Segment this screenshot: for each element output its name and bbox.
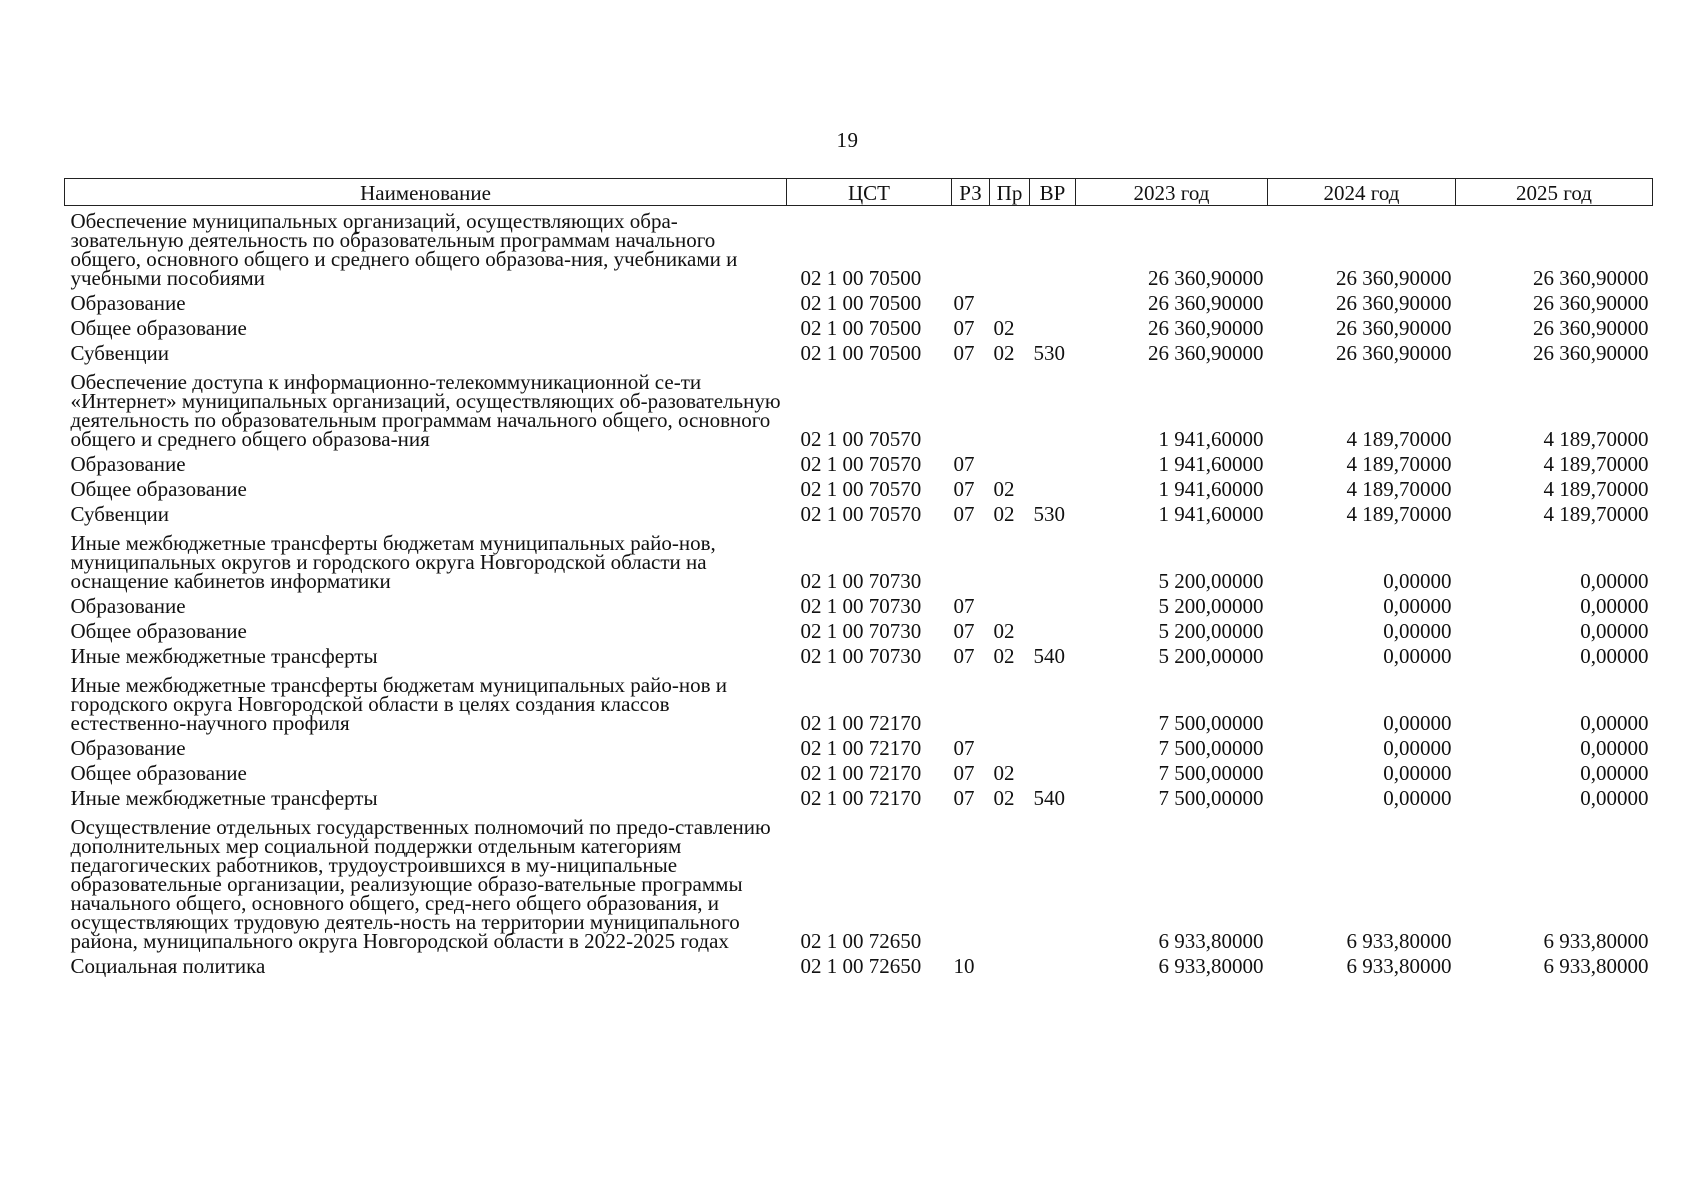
table-row (65, 645, 1653, 670)
row-pr (990, 528, 1030, 595)
row-rz (952, 812, 990, 955)
row-value-2023: 5 200,00000 (1158, 594, 1264, 618)
row-name: Образование (70, 594, 186, 618)
page-number: 19 (836, 128, 859, 152)
table-row (65, 478, 1653, 503)
header-name: Наименование (65, 179, 787, 206)
row-value-2024: 6 933,80000 (1346, 954, 1452, 978)
row-cst: 02 1 00 72170 (800, 736, 922, 760)
table-row (65, 737, 1653, 762)
table-row (65, 503, 1653, 528)
row-value-2023: 5 200,00000 (1158, 644, 1264, 668)
table-row (65, 453, 1653, 478)
row-value-2023: 5 200,00000 (1158, 619, 1264, 643)
row-vr (1030, 206, 1076, 293)
row-name: Общее образование (70, 761, 247, 785)
row-value-2025: 26 360,90000 (1533, 291, 1649, 315)
row-value-2023: 1 941,60000 (1158, 452, 1264, 476)
row-value-2023: 26 360,90000 (1148, 341, 1264, 365)
row-value-2025: 26 360,90000 (1533, 266, 1649, 290)
row-rz: 07 (953, 452, 975, 476)
row-rz: 07 (953, 291, 975, 315)
row-pr: 02 (993, 644, 1015, 668)
row-value-2025: 4 189,70000 (1543, 452, 1649, 476)
row-pr (990, 206, 1030, 293)
row-value-2025: 6 933,80000 (1543, 954, 1649, 978)
row-cst: 02 1 00 70500 (800, 266, 922, 290)
row-value-2023: 6 933,80000 (1158, 929, 1264, 953)
row-rz: 07 (953, 761, 975, 785)
row-rz: 07 (953, 502, 975, 526)
row-value-2023: 1 941,60000 (1158, 502, 1264, 526)
table-row (65, 620, 1653, 645)
header-cst: ЦСТ (787, 179, 952, 206)
row-vr (1030, 478, 1076, 503)
row-vr: 540 (1033, 786, 1065, 810)
row-value-2025: 4 189,70000 (1543, 502, 1649, 526)
header-pr: Пр (990, 179, 1030, 206)
row-cst: 02 1 00 70570 (800, 502, 922, 526)
row-value-2025: 26 360,90000 (1533, 341, 1649, 365)
row-cst: 02 1 00 70730 (800, 619, 922, 643)
row-vr (1030, 453, 1076, 478)
row-name: Иные межбюджетные трансферты бюджетам муниципальных райо-нов и городского округа Новгородской области в целях создания классов естественно-научного профиля (70, 673, 727, 735)
table-row (65, 955, 1653, 980)
row-name: Обеспечение муниципальных организаций, осуществляющих обра-зовательную деятельность по образовательным программам начального общего, основного общего и среднего общего образова-ния, учебниками и учебными пособиями (70, 209, 738, 290)
row-value-2024: 0,00000 (1383, 569, 1452, 593)
header-2024: 2024 год (1268, 179, 1456, 206)
row-value-2024: 0,00000 (1383, 619, 1452, 643)
row-value-2025: 0,00000 (1580, 736, 1649, 760)
row-name: Образование (70, 291, 186, 315)
row-cst: 02 1 00 70730 (800, 644, 922, 668)
row-name: Образование (70, 452, 186, 476)
row-value-2024: 0,00000 (1383, 711, 1452, 735)
row-vr (1030, 670, 1076, 737)
header-rz: РЗ (952, 179, 990, 206)
row-value-2023: 1 941,60000 (1158, 477, 1264, 501)
row-vr: 540 (1033, 644, 1065, 668)
row-vr (1030, 620, 1076, 645)
row-rz (952, 528, 990, 595)
row-value-2023: 7 500,00000 (1158, 711, 1264, 735)
row-pr: 02 (993, 502, 1015, 526)
row-value-2024: 4 189,70000 (1346, 427, 1452, 451)
row-name: Иные межбюджетные трансферты (70, 644, 378, 668)
row-pr: 02 (993, 761, 1015, 785)
table-row (65, 292, 1653, 317)
row-value-2024: 26 360,90000 (1336, 316, 1452, 340)
row-name: Осуществление отдельных государственных полномочий по предо-ставлению дополнительных мер социальной поддержки отдельным категориям педагогических работников, трудоустроившихся в му-ниципальные образовательные организации, реализующие образо-вательные программы начального общего, основного общего, сред-него общего образования, и осуществляющих трудовую деятель-ность на территории муниципального района, муниципального округа Новгородской области в 2022-2025 годах (70, 815, 771, 953)
row-value-2024: 4 189,70000 (1346, 477, 1452, 501)
row-pr: 02 (993, 786, 1015, 810)
row-name: Образование (70, 736, 186, 760)
row-value-2024: 0,00000 (1383, 594, 1452, 618)
row-rz: 07 (953, 736, 975, 760)
row-pr (990, 955, 1030, 980)
table-body (65, 206, 1653, 981)
row-value-2023: 26 360,90000 (1148, 291, 1264, 315)
table-row (65, 317, 1653, 342)
row-value-2024: 4 189,70000 (1346, 502, 1452, 526)
row-value-2025: 4 189,70000 (1543, 477, 1649, 501)
row-name: Обеспечение доступа к информационно-телекоммуникационной се-ти «Интернет» муниципальных организаций, осуществляющих об-разовательную деятельность по образовательным программам начального общего, основного общего и среднего общего образова-ния (70, 370, 781, 451)
table-row (65, 762, 1653, 787)
row-name: Общее образование (70, 316, 247, 340)
row-value-2025: 0,00000 (1580, 619, 1649, 643)
table-row (65, 595, 1653, 620)
table-header (65, 179, 1653, 206)
header-2025: 2025 год (1456, 179, 1653, 206)
row-pr (990, 595, 1030, 620)
row-value-2024: 0,00000 (1383, 761, 1452, 785)
row-vr: 530 (1033, 502, 1065, 526)
row-rz (952, 367, 990, 453)
header-row (65, 179, 1653, 206)
row-rz (952, 206, 990, 293)
row-value-2023: 7 500,00000 (1158, 761, 1264, 785)
row-value-2024: 4 189,70000 (1346, 452, 1452, 476)
budget-table (64, 178, 1653, 980)
row-vr (1030, 737, 1076, 762)
row-rz: 07 (953, 619, 975, 643)
row-name: Общее образование (70, 477, 247, 501)
row-rz: 07 (953, 341, 975, 365)
row-rz: 07 (953, 644, 975, 668)
row-value-2025: 0,00000 (1580, 711, 1649, 735)
row-name: Иные межбюджетные трансферты бюджетам муниципальных райо-нов, муниципальных округов и городского округа Новгородской области на оснащение кабинетов информатики (70, 531, 716, 593)
row-pr (990, 292, 1030, 317)
row-rz: 07 (953, 477, 975, 501)
row-value-2025: 6 933,80000 (1543, 929, 1649, 953)
row-pr (990, 812, 1030, 955)
row-vr (1030, 955, 1076, 980)
row-vr: 530 (1033, 341, 1065, 365)
row-vr (1030, 292, 1076, 317)
row-pr (990, 453, 1030, 478)
row-value-2025: 4 189,70000 (1543, 427, 1649, 451)
row-value-2025: 0,00000 (1580, 761, 1649, 785)
table-row (65, 670, 1653, 737)
row-name: Субвенции (70, 341, 169, 365)
row-value-2025: 0,00000 (1580, 569, 1649, 593)
table-row (65, 342, 1653, 367)
row-value-2025: 0,00000 (1580, 644, 1649, 668)
row-value-2023: 7 500,00000 (1158, 736, 1264, 760)
row-rz: 07 (953, 316, 975, 340)
table-row (65, 528, 1653, 595)
row-vr (1030, 595, 1076, 620)
row-name: Социальная политика (70, 954, 266, 978)
header-vr: ВР (1030, 179, 1076, 206)
row-pr (990, 367, 1030, 453)
budget-sheet (64, 178, 1652, 980)
row-value-2025: 26 360,90000 (1533, 316, 1649, 340)
row-cst: 02 1 00 70500 (800, 341, 922, 365)
row-value-2023: 5 200,00000 (1158, 569, 1264, 593)
row-cst: 02 1 00 70730 (800, 569, 922, 593)
row-vr (1030, 317, 1076, 342)
table-row (65, 812, 1653, 955)
table-row (65, 787, 1653, 812)
row-value-2023: 26 360,90000 (1148, 266, 1264, 290)
row-cst: 02 1 00 70500 (800, 291, 922, 315)
row-value-2023: 7 500,00000 (1158, 786, 1264, 810)
row-cst: 02 1 00 70570 (800, 477, 922, 501)
row-value-2023: 6 933,80000 (1158, 954, 1264, 978)
row-cst: 02 1 00 72650 (800, 954, 922, 978)
row-cst: 02 1 00 70570 (800, 452, 922, 476)
row-value-2024: 6 933,80000 (1346, 929, 1452, 953)
row-name: Общее образование (70, 619, 247, 643)
row-rz: 07 (953, 786, 975, 810)
row-cst: 02 1 00 72170 (800, 711, 922, 735)
row-pr (990, 737, 1030, 762)
row-cst: 02 1 00 70500 (800, 316, 922, 340)
row-vr (1030, 367, 1076, 453)
row-vr (1030, 812, 1076, 955)
row-value-2024: 0,00000 (1383, 644, 1452, 668)
row-cst: 02 1 00 72170 (800, 786, 922, 810)
row-pr: 02 (993, 619, 1015, 643)
row-rz: 10 (953, 954, 975, 978)
row-name: Иные межбюджетные трансферты (70, 786, 378, 810)
row-value-2023: 1 941,60000 (1158, 427, 1264, 451)
row-cst: 02 1 00 72650 (800, 929, 922, 953)
row-vr (1030, 762, 1076, 787)
row-cst: 02 1 00 72170 (800, 761, 922, 785)
row-pr: 02 (993, 341, 1015, 365)
table-row (65, 206, 1653, 293)
row-value-2024: 26 360,90000 (1336, 341, 1452, 365)
row-rz (952, 670, 990, 737)
table-row (65, 367, 1653, 453)
row-value-2024: 26 360,90000 (1336, 266, 1452, 290)
row-rz: 07 (953, 594, 975, 618)
row-vr (1030, 528, 1076, 595)
row-value-2024: 0,00000 (1383, 786, 1452, 810)
row-cst: 02 1 00 70570 (800, 427, 922, 451)
row-pr (990, 670, 1030, 737)
row-name: Субвенции (70, 502, 169, 526)
row-value-2025: 0,00000 (1580, 786, 1649, 810)
row-value-2025: 0,00000 (1580, 594, 1649, 618)
row-pr: 02 (993, 477, 1015, 501)
row-cst: 02 1 00 70730 (800, 594, 922, 618)
row-value-2024: 0,00000 (1383, 736, 1452, 760)
row-value-2023: 26 360,90000 (1148, 316, 1264, 340)
row-value-2024: 26 360,90000 (1336, 291, 1452, 315)
header-2023: 2023 год (1076, 179, 1268, 206)
row-pr: 02 (993, 316, 1015, 340)
